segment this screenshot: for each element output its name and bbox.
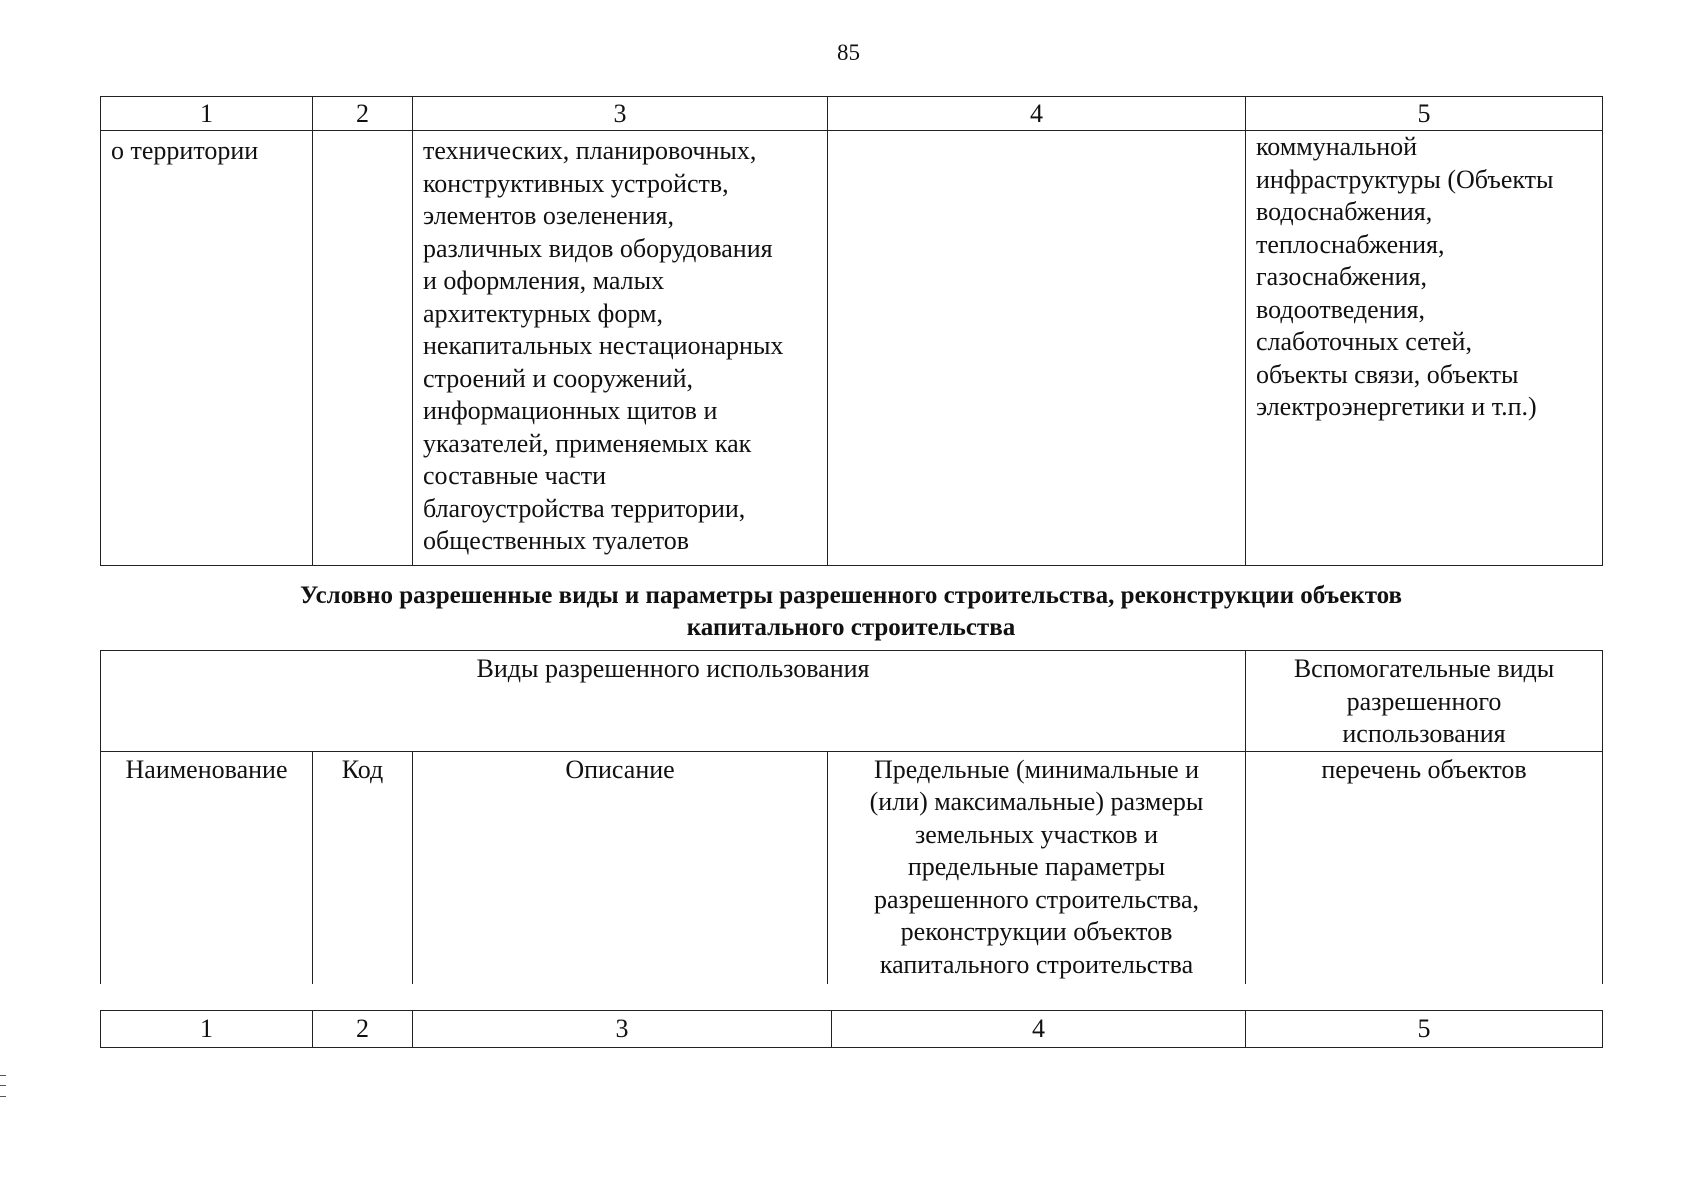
limits-header-line: реконструкции объектов	[900, 917, 1173, 946]
auxiliary-uses-header	[1246, 651, 1603, 752]
objects-line: электроэнергетики и т.п.)	[1256, 392, 1537, 421]
objects-line: водоснабжения,	[1256, 197, 1433, 226]
column-number-2: 2	[313, 97, 413, 131]
description-line: некапитальных нестационарных	[423, 331, 784, 360]
group-header-row	[101, 651, 1603, 752]
continuation-table	[100, 96, 1603, 566]
description-line: указателей, применяемых как	[423, 428, 752, 458]
description-line: строений и сооружений,	[423, 363, 693, 393]
column-number-2: 2	[313, 1011, 413, 1048]
column-number-3: 3	[413, 1011, 832, 1048]
aux-header-line: разрешенного	[1346, 686, 1502, 716]
section-title	[100, 580, 1602, 644]
aux-header-line: использования	[1342, 719, 1506, 748]
description-line: архитектурных форм,	[423, 298, 663, 328]
conditional-uses-header-table	[100, 650, 1603, 984]
objects-line: слаботочных сетей,	[1256, 327, 1472, 356]
limits-header-line: Предельные (минимальные и	[873, 754, 1200, 784]
limits-cell	[828, 131, 1246, 566]
limits-header-line: земельных участков и	[914, 819, 1159, 849]
column-number-row	[101, 97, 1603, 131]
description-line: составные части	[423, 461, 607, 490]
column-number-row	[101, 1011, 1603, 1048]
description-line: и оформления, малых	[423, 266, 665, 295]
permitted-uses-header: Виды разрешенного использования	[101, 651, 1246, 752]
description-cell	[413, 131, 828, 566]
description-column-header: Описание	[413, 751, 828, 984]
name-cell: о территории	[101, 131, 313, 566]
limits-header-line: разрешенного строительства,	[874, 884, 1199, 914]
objects-line: коммунальной	[1256, 132, 1418, 161]
column-number-4: 4	[832, 1011, 1246, 1048]
section-title-line: Условно разрешенные виды и параметры разрешенного строительства, реконструкции объектов	[299, 582, 1403, 609]
objects-line: газоснабжения,	[1256, 262, 1427, 291]
objects-column-header: перечень объектов	[1246, 751, 1603, 984]
description-line: технических, планировочных,	[423, 136, 757, 165]
column-number-5: 5	[1246, 1011, 1603, 1048]
scan-edge-mark	[0, 1075, 6, 1097]
description-line: различных видов оборудования	[423, 233, 773, 263]
limits-header-line: (или) максимальные) размеры	[869, 787, 1204, 816]
limits-column-header	[828, 751, 1246, 984]
column-number-1: 1	[101, 1011, 313, 1048]
table-row	[101, 131, 1603, 566]
limits-header-line: предельные параметры	[907, 852, 1166, 881]
name-column-header: Наименование	[101, 751, 313, 984]
page-number: 85	[837, 40, 860, 65]
column-numbers-table	[100, 1010, 1603, 1048]
description-line: конструктивных устройств,	[423, 168, 729, 198]
objects-line: теплоснабжения,	[1256, 229, 1445, 259]
column-number-3: 3	[413, 97, 828, 131]
section-title-line: капитального строительства	[686, 614, 1016, 641]
column-number-1: 1	[101, 97, 313, 131]
description-line: благоустройства территории,	[423, 493, 746, 523]
limits-header-line: капитального строительства	[879, 949, 1194, 979]
column-number-5: 5	[1246, 97, 1603, 131]
description-line: элементов озеленения,	[423, 201, 674, 230]
column-header-row	[101, 751, 1603, 984]
aux-header-line: Вспомогательные виды	[1293, 654, 1555, 683]
code-cell	[313, 131, 413, 566]
objects-line: объекты связи, объекты	[1256, 359, 1519, 389]
description-line: информационных щитов и	[423, 396, 718, 425]
column-number-4: 4	[828, 97, 1246, 131]
objects-line: инфраструктуры (Объекты	[1256, 164, 1554, 194]
objects-cell	[1246, 131, 1603, 566]
code-column-header: Код	[313, 751, 413, 984]
objects-line: водоотведения,	[1256, 294, 1425, 324]
description-line: общественных туалетов	[423, 526, 690, 555]
